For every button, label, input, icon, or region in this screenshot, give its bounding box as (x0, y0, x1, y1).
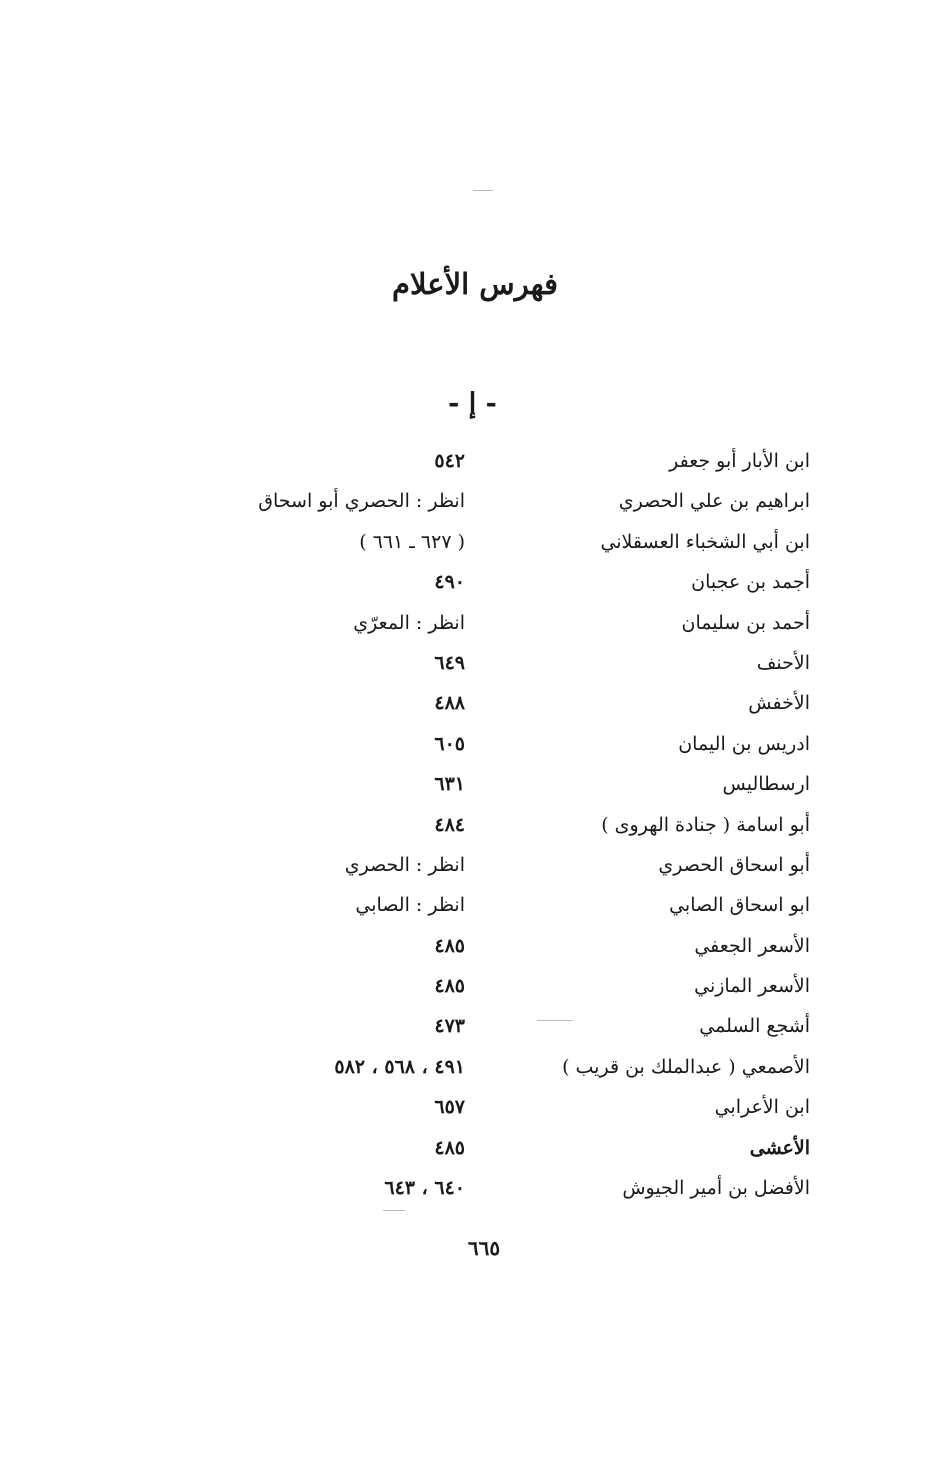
entry-name: ابو اسحاق الصابي (669, 894, 810, 917)
entry-name: الأخفش (748, 692, 810, 715)
entry-name: الأفضل بن أمير الجيوش (622, 1177, 810, 1200)
entry-reference: ٥٤٢ (434, 450, 465, 472)
page-title: فهرس الأعلام (392, 267, 558, 302)
entry-name: أبو اسحاق الحصري (658, 853, 810, 876)
index-entry (230, 1171, 810, 1211)
index-entry (230, 929, 810, 969)
entry-reference: ( ٦٢٧ ـ ٦٦١ ) (359, 530, 465, 553)
entry-name: الأسعر الجعفي (694, 934, 810, 957)
entry-reference: ٦٥٧ (434, 1096, 465, 1119)
section-letter-heading: - إ - (448, 388, 497, 419)
entry-name: أجمد بن عجبان (691, 571, 810, 594)
index-entry (230, 565, 810, 605)
entry-reference: ٤٧٣ (434, 1015, 465, 1038)
entry-reference: ٦٤٩ (434, 651, 465, 674)
entry-reference: ٤٨٥ (434, 975, 465, 998)
index-entry (230, 767, 810, 807)
entry-name: ابن الأبار أبو جعفر (669, 450, 810, 472)
entry-reference: ٦٠٥ (434, 732, 465, 755)
index-entry (230, 646, 810, 686)
entry-reference: انظر : الحصري (344, 853, 465, 876)
entry-name: ادريس بن اليمان (678, 732, 810, 755)
entry-reference: انظر : المعرّي (353, 611, 465, 634)
entry-name: أشجع السلمي (699, 1015, 810, 1038)
entry-name: ابن الأعرابي (714, 1096, 810, 1119)
entry-name: الأحنف (756, 651, 810, 674)
entry-reference: ٤٩٠ (434, 571, 465, 594)
entry-name: الأسعر المازني (694, 975, 810, 998)
page-number: ٦٦٥ (467, 1236, 501, 1260)
entry-reference: ٤٨٥ (434, 934, 465, 957)
entry-reference: انظر : الصابي (355, 894, 465, 917)
entry-name: ارسطاليس (722, 773, 810, 796)
index-entry (230, 686, 810, 726)
entry-name: الأعشى (749, 1136, 810, 1159)
entry-name: أحمد بن سليمان (681, 611, 810, 634)
index-entry (230, 1009, 810, 1049)
entry-name: ابراهيم بن علي الحصري (618, 490, 810, 513)
index-entry (230, 606, 810, 646)
index-list (230, 444, 810, 1211)
entry-reference: انظر : الحصري أبو اسحاق (258, 490, 465, 513)
index-entry (230, 525, 810, 565)
entry-reference: ٦٤٠ ، ٦٤٣ (384, 1177, 465, 1200)
entry-reference: ٤٨٨ (434, 692, 465, 715)
scan-speck (473, 190, 493, 191)
index-entry (230, 848, 810, 888)
entry-reference: ٤٨٥ (434, 1136, 465, 1159)
entry-reference: ٤٨٤ (434, 813, 465, 836)
index-entry (230, 1090, 810, 1130)
index-entry (230, 969, 810, 1009)
entry-reference: ٤٩١ ، ٥٦٨ ، ٥٨٢ (334, 1055, 465, 1078)
entry-name: أبو اسامة ( جنادة الهروى ) (601, 813, 810, 836)
entry-name: ابن أبي الشخباء العسقلاني (600, 530, 810, 553)
index-entry (230, 1050, 810, 1090)
index-entry (230, 727, 810, 767)
index-entry (230, 484, 810, 524)
index-entry (230, 888, 810, 928)
index-entry (230, 808, 810, 848)
entry-reference: ٦٣١ (434, 773, 465, 796)
entry-name: الأصمعي ( عبدالملك بن قريب ) (562, 1055, 810, 1078)
index-entry (230, 1131, 810, 1171)
index-entry (230, 444, 810, 484)
